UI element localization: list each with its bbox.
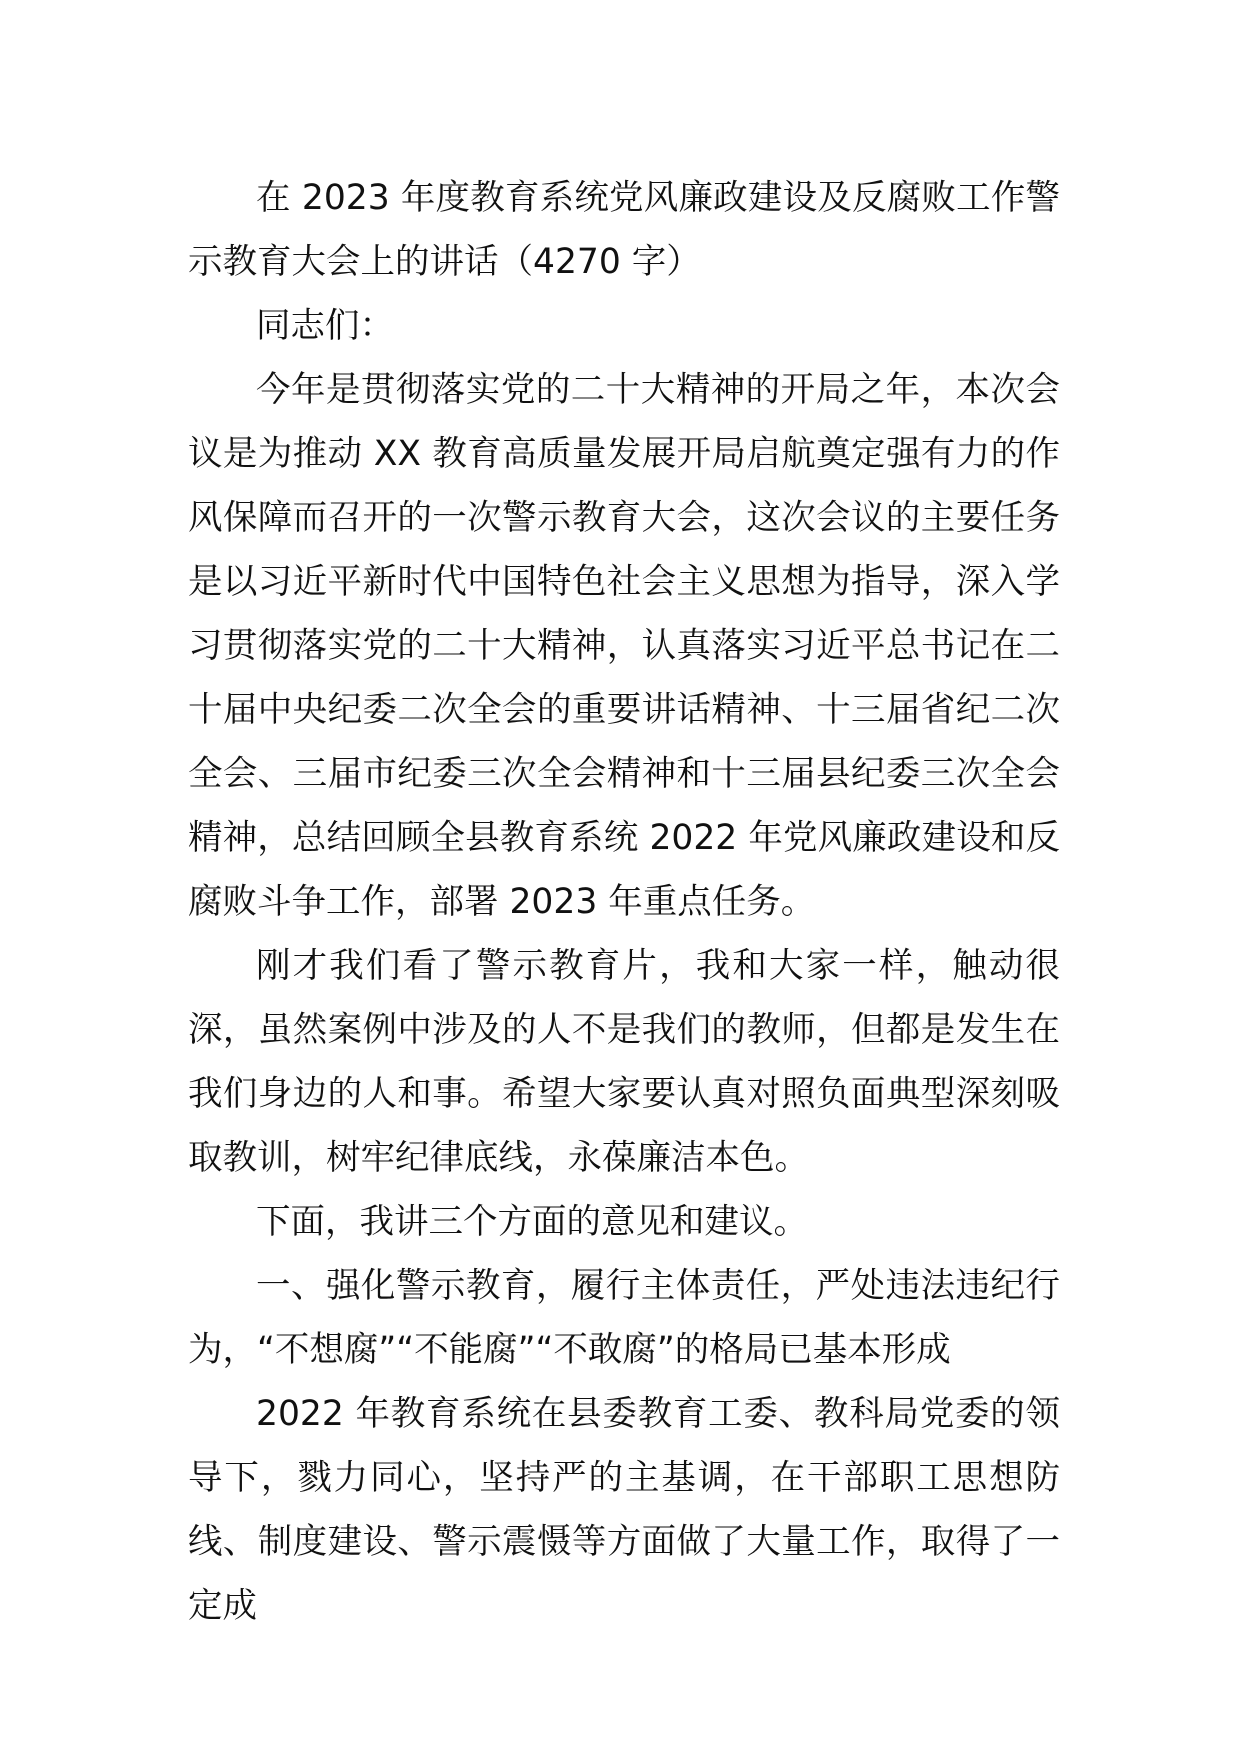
section-paragraph-1: 2022 年教育系统在县委教育工委、教科局党委的领导下，戮力同心，坚持严的主基调，在干部职工思想防线、制度建设、警示震慑等方面做了大量工作，取得了一定成 xyxy=(188,1394,1060,1626)
body-paragraph-1: 今年是贯彻落实党的二十大精神的开局之年，本次会议是为推动 XX 教育高质量发展开局启航奠定强有力的作风保障而召开的一次警示教育大会，这次会议的主要任务是以习近平新时代中国特色社会主义思想为指导，深入学习贯彻落实党的二十大精神，认真落实习近平总书记在二十届中央纪委二次全会的重要讲话精神、十三届省纪二次全会、三届市纪委三次全会精神和十三届县纪委三次全会精神，总结回顾全县教育系统 2022 年党风廉政建设和反腐败斗争工作，部署 2023 年重点任务。 xyxy=(188,370,1060,922)
body-paragraph-2: 刚才我们看了警示教育片，我和大家一样，触动很深，虽然案例中涉及的人不是我们的教师，但都是发生在我们身边的人和事。希望大家要认真对照负面典型深刻吸取教训，树牢纪律底线，永葆廉洁本色。 xyxy=(188,946,1060,1178)
body-paragraph-3: 下面，我讲三个方面的意见和建议。 xyxy=(256,1202,808,1242)
document-title: 在 2023 年度教育系统党风廉政建设及反腐败工作警示教育大会上的讲话（4270 字） xyxy=(188,178,1060,282)
salutation: 同志们： xyxy=(256,306,394,346)
document-page xyxy=(188,166,1060,1638)
section-heading-1: 一、强化警示教育，履行主体责任，严处违法违纪行为，“不想腐”“不能腐”“不敢腐”的格局已基本形成 xyxy=(188,1266,1060,1370)
